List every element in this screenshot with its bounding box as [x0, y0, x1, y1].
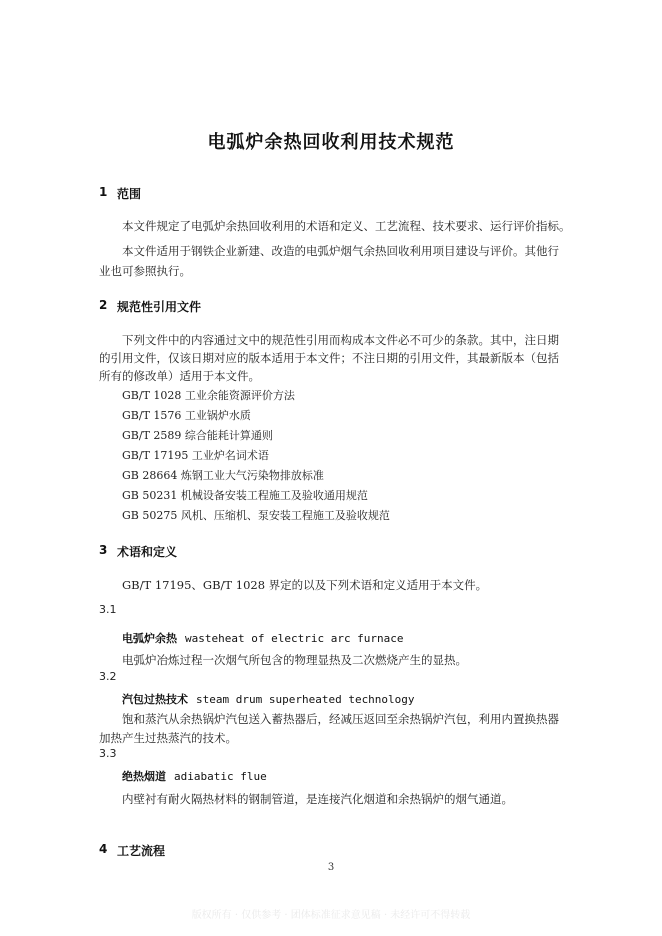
section-2-paragraph-line-2: 的引用文件，仅该日期对应的版本适用于本文件；不注日期的引用文件，其最新版本（包括 [99, 351, 559, 365]
term-english: adiabatic flue [174, 770, 267, 783]
section-3-number: 3 [99, 543, 108, 557]
term-definition-line-1: 饱和蒸汽从余热锅炉汽包送入蓄热器后，经减压返回至余热锅炉汽包，利用内置换热器 [122, 712, 559, 726]
normative-reference: GB 28664 炼钢工业大气污染物排放标准 [122, 469, 324, 482]
normative-reference: GB/T 1576 工业锅炉水质 [122, 409, 251, 422]
term-chinese: 汽包过热技术 [122, 693, 188, 706]
term-heading [122, 768, 267, 784]
section-1-paragraph-1: 本文件规定了电弧炉余热回收利用的术语和定义、工艺流程、技术要求、运行评价指标。 [122, 219, 571, 233]
term-definition-line-2: 加热产生过热蒸汽的技术。 [99, 731, 237, 745]
section-1-paragraph-2-line-1: 本文件适用于钢铁企业新建、改造的电弧炉烟气余热回收利用项目建设与评价。其他行 [122, 244, 559, 258]
section-4-heading: 工艺流程 [117, 844, 166, 858]
term-definition: 内壁衬有耐火隔热材料的钢制管道，是连接汽化烟道和余热锅炉的烟气通道。 [122, 792, 513, 806]
term-clause-number: 3.3 [99, 747, 117, 760]
section-1-number: 1 [99, 185, 108, 199]
term-heading [122, 630, 404, 646]
section-2-number: 2 [99, 298, 108, 312]
term-chinese: 绝热烟道 [122, 770, 166, 783]
page-number: 3 [327, 862, 335, 873]
section-2-paragraph-line-3: 所有的修改单）适用于本文件。 [99, 369, 260, 383]
document-title: 电弧炉余热回收利用技术规范 [207, 132, 455, 153]
footer-watermark: 版权所有 · 仅供参考 · 团体标准征求意见稿 · 未经许可不得转载 [191, 910, 471, 921]
section-1-paragraph-2-line-2: 业也可参照执行。 [99, 264, 191, 278]
term-english: steam drum superheated technology [196, 693, 415, 706]
term-definition: 电弧炉冶炼过程一次烟气所包含的物理显热及二次燃烧产生的显热。 [122, 653, 467, 667]
section-2-paragraph-line-1: 下列文件中的内容通过文中的规范性引用而构成本文件必不可少的条款。其中，注日期 [122, 333, 559, 347]
normative-reference: GB 50275 风机、压缩机、泵安装工程施工及验收规范 [122, 509, 390, 522]
section-4-number: 4 [99, 842, 108, 856]
term-clause-number: 3.1 [99, 603, 117, 616]
normative-reference: GB/T 1028 工业余能资源评价方法 [122, 389, 295, 402]
term-chinese: 电弧炉余热 [122, 632, 177, 645]
term-clause-number: 3.2 [99, 670, 117, 683]
section-1-heading: 范围 [117, 187, 142, 201]
normative-reference: GB/T 2589 综合能耗计算通则 [122, 429, 273, 442]
section-2-heading: 规范性引用文件 [117, 300, 202, 314]
normative-reference: GB 50231 机械设备安装工程施工及验收通用规范 [122, 489, 368, 502]
term-english: wasteheat of electric arc furnace [185, 632, 404, 645]
section-3-heading: 术语和定义 [117, 545, 178, 559]
section-3-intro: GB/T 17195、GB/T 1028 界定的以及下列术语和定义适用于本文件。 [122, 578, 488, 592]
term-heading [122, 691, 415, 707]
normative-reference: GB/T 17195 工业炉名词术语 [122, 449, 269, 462]
